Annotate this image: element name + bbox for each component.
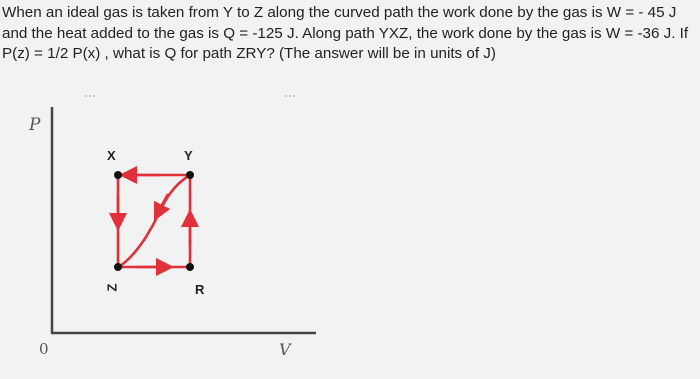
question-line-1: When an ideal gas is taken from Y to Z along the curved path the work done by the gas is W = - 45 J xyxy=(2,4,677,21)
point-x xyxy=(114,171,122,179)
point-r xyxy=(186,263,194,271)
origin-label: 0 xyxy=(39,340,49,358)
question-line-3: P(z) = 1/2 P(x) , what is Q for path ZRY? (The answer will be in units of J) xyxy=(2,45,496,62)
point-z-label: Z xyxy=(104,283,120,292)
arrow-y-to-z-curved xyxy=(158,194,168,213)
faint-dots xyxy=(85,95,295,97)
point-r-label: R xyxy=(195,282,205,297)
point-y xyxy=(186,171,194,179)
path-y-z-curved xyxy=(118,175,190,267)
question-line-2: and the heat added to the gas is Q = -125 J. Along path YXZ, the work done by the gas is W = -36 J. If xyxy=(2,24,689,42)
point-z xyxy=(114,263,122,271)
process-paths xyxy=(118,175,190,267)
point-x-label: X xyxy=(107,148,116,163)
axes xyxy=(51,107,316,333)
x-axis-label: V xyxy=(279,340,291,359)
y-axis-label: P xyxy=(29,115,41,135)
point-y-label: Y xyxy=(184,148,193,163)
